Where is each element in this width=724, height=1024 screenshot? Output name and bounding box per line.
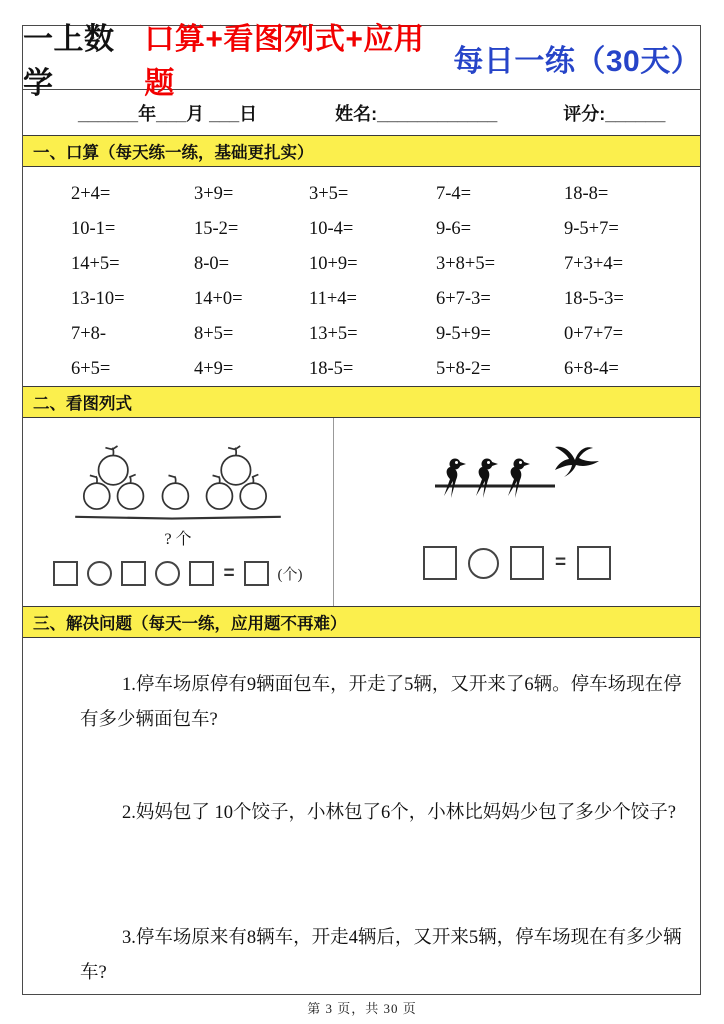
operator-circle [87, 561, 112, 586]
oral-problem: 2+4= [71, 184, 111, 204]
page-title [23, 22, 702, 100]
answer-square [423, 546, 457, 580]
oral-problem: 18-8= [564, 184, 609, 204]
worksheet-page [22, 22, 702, 995]
operator-circle [468, 548, 499, 579]
unit-label: (个) [277, 567, 303, 583]
answer-square [577, 546, 611, 580]
date-blank: ______年___月 ___日 [78, 103, 258, 124]
oral-problem: 7+3+4= [564, 254, 624, 274]
oral-problem: 9-6= [436, 219, 472, 239]
oral-problem: 11+4= [309, 289, 357, 309]
oral-problem: 18-5-3= [564, 289, 624, 309]
oral-problem: 3+8+5= [436, 254, 496, 274]
oral-problem: 10-1= [71, 219, 116, 239]
oral-problem: 15-2= [194, 219, 239, 239]
operator-circle [155, 561, 180, 586]
picture-problem-apples [23, 418, 333, 606]
equals-sign: = [223, 562, 235, 584]
section-heading-word: 三、解决问题（每天一练，应用题不再难） [23, 606, 700, 638]
picture-problem-swallows [334, 418, 700, 606]
oral-problem: 6+5= [71, 359, 111, 379]
word-problem-3: 3.停车场原来有8辆车，开走4辆后，又开来5辆，停车场现在有多少辆车? [80, 928, 682, 983]
picture-problems [23, 418, 700, 606]
title-series: 每日一练（30天） [453, 44, 702, 78]
oral-problem: 6+7-3= [436, 289, 491, 309]
name-blank: 姓名:____________ [335, 103, 498, 124]
answer-square [189, 561, 214, 586]
oral-problem: 3+5= [309, 184, 349, 204]
title-subject: 一上数学 [23, 22, 115, 100]
oral-problem: 0+7+7= [564, 324, 624, 344]
page-number: 第 3 页，共 30 页 [307, 1001, 417, 1016]
title-topics: 口算+看图列式+应用题 [144, 22, 425, 100]
oral-problem: 10+9= [309, 254, 358, 274]
info-line [23, 90, 700, 135]
oral-problem: 8+5= [194, 324, 234, 344]
oral-problem: 13-10= [71, 289, 125, 309]
word-problem-1: 1.停车场原停有9辆面包车，开走了5辆，又开来了6辆。停车场现在停有多少辆面包车? [80, 675, 682, 730]
oral-problem: 6+8-4= [564, 359, 619, 379]
apple-equation [53, 561, 302, 586]
oral-problem: 9-5+9= [436, 324, 491, 344]
swallows-icon [417, 442, 617, 520]
oral-problem: 13+5= [309, 324, 358, 344]
oral-problem: 4+9= [194, 359, 234, 379]
oral-problem: 8-0= [194, 254, 230, 274]
count-question-label: ? 个 [164, 531, 192, 548]
apples-icon [70, 438, 286, 530]
answer-square [510, 546, 544, 580]
oral-problem: 3+9= [194, 184, 234, 204]
answer-square [53, 561, 78, 586]
word-problem-2: 2.妈妈包了 10个饺子，小林包了6个，小林比妈妈少包了多少个饺子? [122, 803, 676, 823]
oral-problem: 7+8- [71, 324, 107, 344]
oral-grid [23, 167, 700, 386]
swallow-equation [423, 546, 611, 580]
oral-problem: 7-4= [436, 184, 472, 204]
oral-problem: 18-5= [309, 359, 354, 379]
oral-problem: 14+5= [71, 254, 120, 274]
score-blank: 评分:______ [563, 103, 666, 124]
section-heading-picture: 二、看图列式 [23, 386, 700, 418]
equals-sign: = [554, 552, 567, 573]
answer-square [121, 561, 146, 586]
oral-problem: 14+0= [194, 289, 243, 309]
answer-square [244, 561, 269, 586]
oral-problem: 9-5+7= [564, 219, 619, 239]
word-problems [23, 638, 700, 994]
section-heading-oral: 一、口算（每天练一练，基础更扎实） [23, 135, 700, 167]
oral-problem: 5+8-2= [436, 359, 491, 379]
oral-problem: 10-4= [309, 219, 354, 239]
